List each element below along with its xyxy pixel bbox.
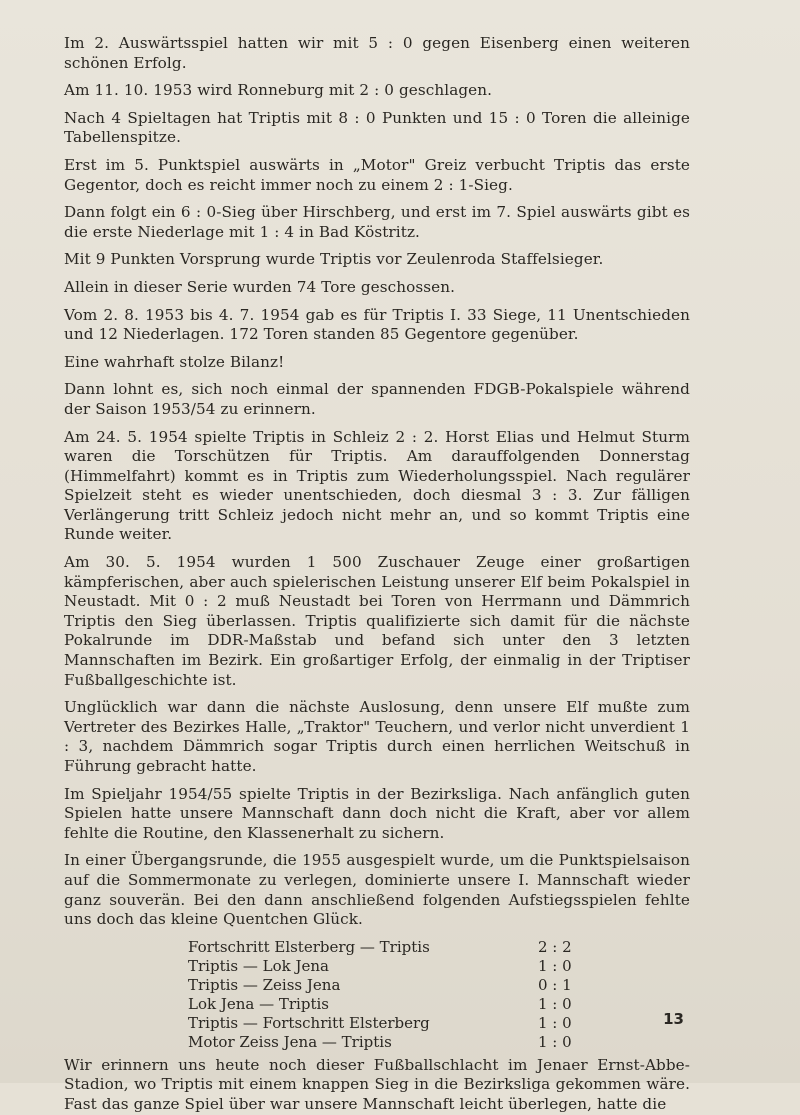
score-cell: 1 : 0: [538, 956, 572, 975]
table-row: [188, 976, 608, 995]
paragraph: Allein in dieser Serie wurden 74 Tore geschossen.: [64, 277, 456, 296]
match-cell: Lok Jena — Triptis: [188, 994, 329, 1013]
match-cell: Triptis — Lok Jena: [188, 956, 329, 975]
paragraph: Im Spieljahr 1954/55 spielte Triptis in der Bezirksliga. Nach anfänglich guten Spielen hatte unsere Mannschaft dann doch nicht die Kraft, aber vor allem fehlte die Routine, den Klassenerhalt zu sichern.: [64, 784, 690, 842]
table-row: [188, 1033, 608, 1052]
paragraph: Dann folgt ein 6 : 0-Sieg über Hirschberg, und erst im 7. Spiel auswärts gibt es die erste Niederlage mit 1 : 4 in Bad Köstritz.: [64, 203, 690, 241]
match-cell: Fortschritt Elsterberg — Triptis: [188, 937, 430, 956]
page-number: 13: [663, 1010, 684, 1028]
paragraph: In einer Übergangsrunde, die 1955 ausgespielt wurde, um die Punktspielsaison auf die Sommermonate zu verlegen, dominierte unsere I. Mannschaft wieder ganz souverän. Bei den dann anschließend folgenden Aufstiegsspielen fehlte uns doch das kleine Quentchen Glück.: [64, 851, 690, 929]
table-row: [188, 957, 608, 976]
paragraph: Erst im 5. Punktspiel auswärts in „Motor" Greiz verbucht Triptis das erste Gegentor, doch es reicht immer noch zu einem 2 : 1-Sieg.: [64, 155, 690, 194]
match-cell: Motor Zeiss Jena — Triptis: [188, 1032, 392, 1051]
paragraph: Wir erinnern uns heute noch dieser Fußballschlacht im Jenaer Ernst-Abbe-Stadion, wo Triptis mit einem knappen Sieg in die Bezirksliga gekommen wäre. Fast das ganze Spiel über war unsere Mannschaft leicht überlegen, hatte die: [64, 1055, 690, 1113]
score-cell: 1 : 0: [538, 994, 572, 1013]
score-cell: 0 : 1: [538, 975, 572, 994]
paragraph: Am 30. 5. 1954 wurden 1 500 Zuschauer Zeuge einer großartigen kämpferischen, aber auch spielerischen Leistung unserer Elf beim Pokalspiel in Neustadt. Mit 0 : 2 muß Neustadt bei Toren von Herrmann und Dämmrich Triptis den Sieg überlassen. Triptis qualifizierte sich damit für die nächste Pokalrunde im DDR-Maßstab und befand sich unter den 3 letzten Mannschaften im Bezirk. Ein großartiger Erfolg, der einmalig in der Triptiser Fußballgeschichte ist.: [64, 553, 690, 689]
paragraph: Vom 2. 8. 1953 bis 4. 7. 1954 gab es für Triptis I. 33 Siege, 11 Unentschieden und 12 Niederlagen. 172 Toren standen 85 Gegentore gegenüber.: [64, 305, 690, 344]
paragraph: Nach 4 Spieltagen hat Triptis mit 8 : 0 Punkten und 15 : 0 Toren die alleinige Tabellenspitze.: [64, 108, 690, 147]
paragraph: Am 24. 5. 1954 spielte Triptis in Schleiz 2 : 2. Horst Elias und Helmut Sturm waren die Torschützen für Triptis. Am darauffolgenden Donnerstag (Himmelfahrt) kommt es in Triptis zum Wiederholungsspiel. Nach regulärer Spielzeit steht es wieder unentschieden, doch diesmal 3 : 3. Zur fälligen Verlängerung tritt Schleiz jedoch nicht mehr an, und so kommt Triptis eine Runde weiter.: [64, 427, 690, 544]
score-cell: 2 : 2: [538, 937, 572, 956]
results-table: [188, 938, 608, 1052]
paragraph: Im 2. Auswärtsspiel hatten wir mit 5 : 0 gegen Eisenberg einen weiteren schönen Erfolg.: [64, 34, 690, 72]
match-cell: Triptis — Fortschritt Elsterberg: [188, 1013, 430, 1032]
match-cell: Triptis — Zeiss Jena: [188, 975, 341, 994]
paragraph: Dann lohnt es, sich noch einmal der spannenden FDGB-Pokalspiele während der Saison 1953/54 zu erinnern.: [64, 380, 690, 418]
table-row: [188, 1014, 608, 1033]
table-row: [188, 995, 608, 1014]
paragraph: Eine wahrhaft stolze Bilanz!: [64, 352, 285, 371]
paragraph: Am 11. 10. 1953 wird Ronneburg mit 2 : 0 geschlagen.: [64, 81, 493, 100]
score-cell: 1 : 0: [538, 1013, 572, 1032]
table-row: [188, 938, 608, 957]
paragraph: Unglücklich war dann die nächste Auslosung, denn unsere Elf mußte zum Vertreter des Bezirkes Halle, „Traktor" Teuchern, und verlor nicht unverdient 1 : 3, nachdem Dämmrich sogar Triptis durch einen herrlichen Weitschuß in Führung gebracht hatte.: [64, 698, 690, 775]
paragraph: Mit 9 Punkten Vorsprung wurde Triptis vor Zeulenroda Staffelsieger.: [64, 250, 604, 269]
score-cell: 1 : 0: [538, 1032, 572, 1051]
